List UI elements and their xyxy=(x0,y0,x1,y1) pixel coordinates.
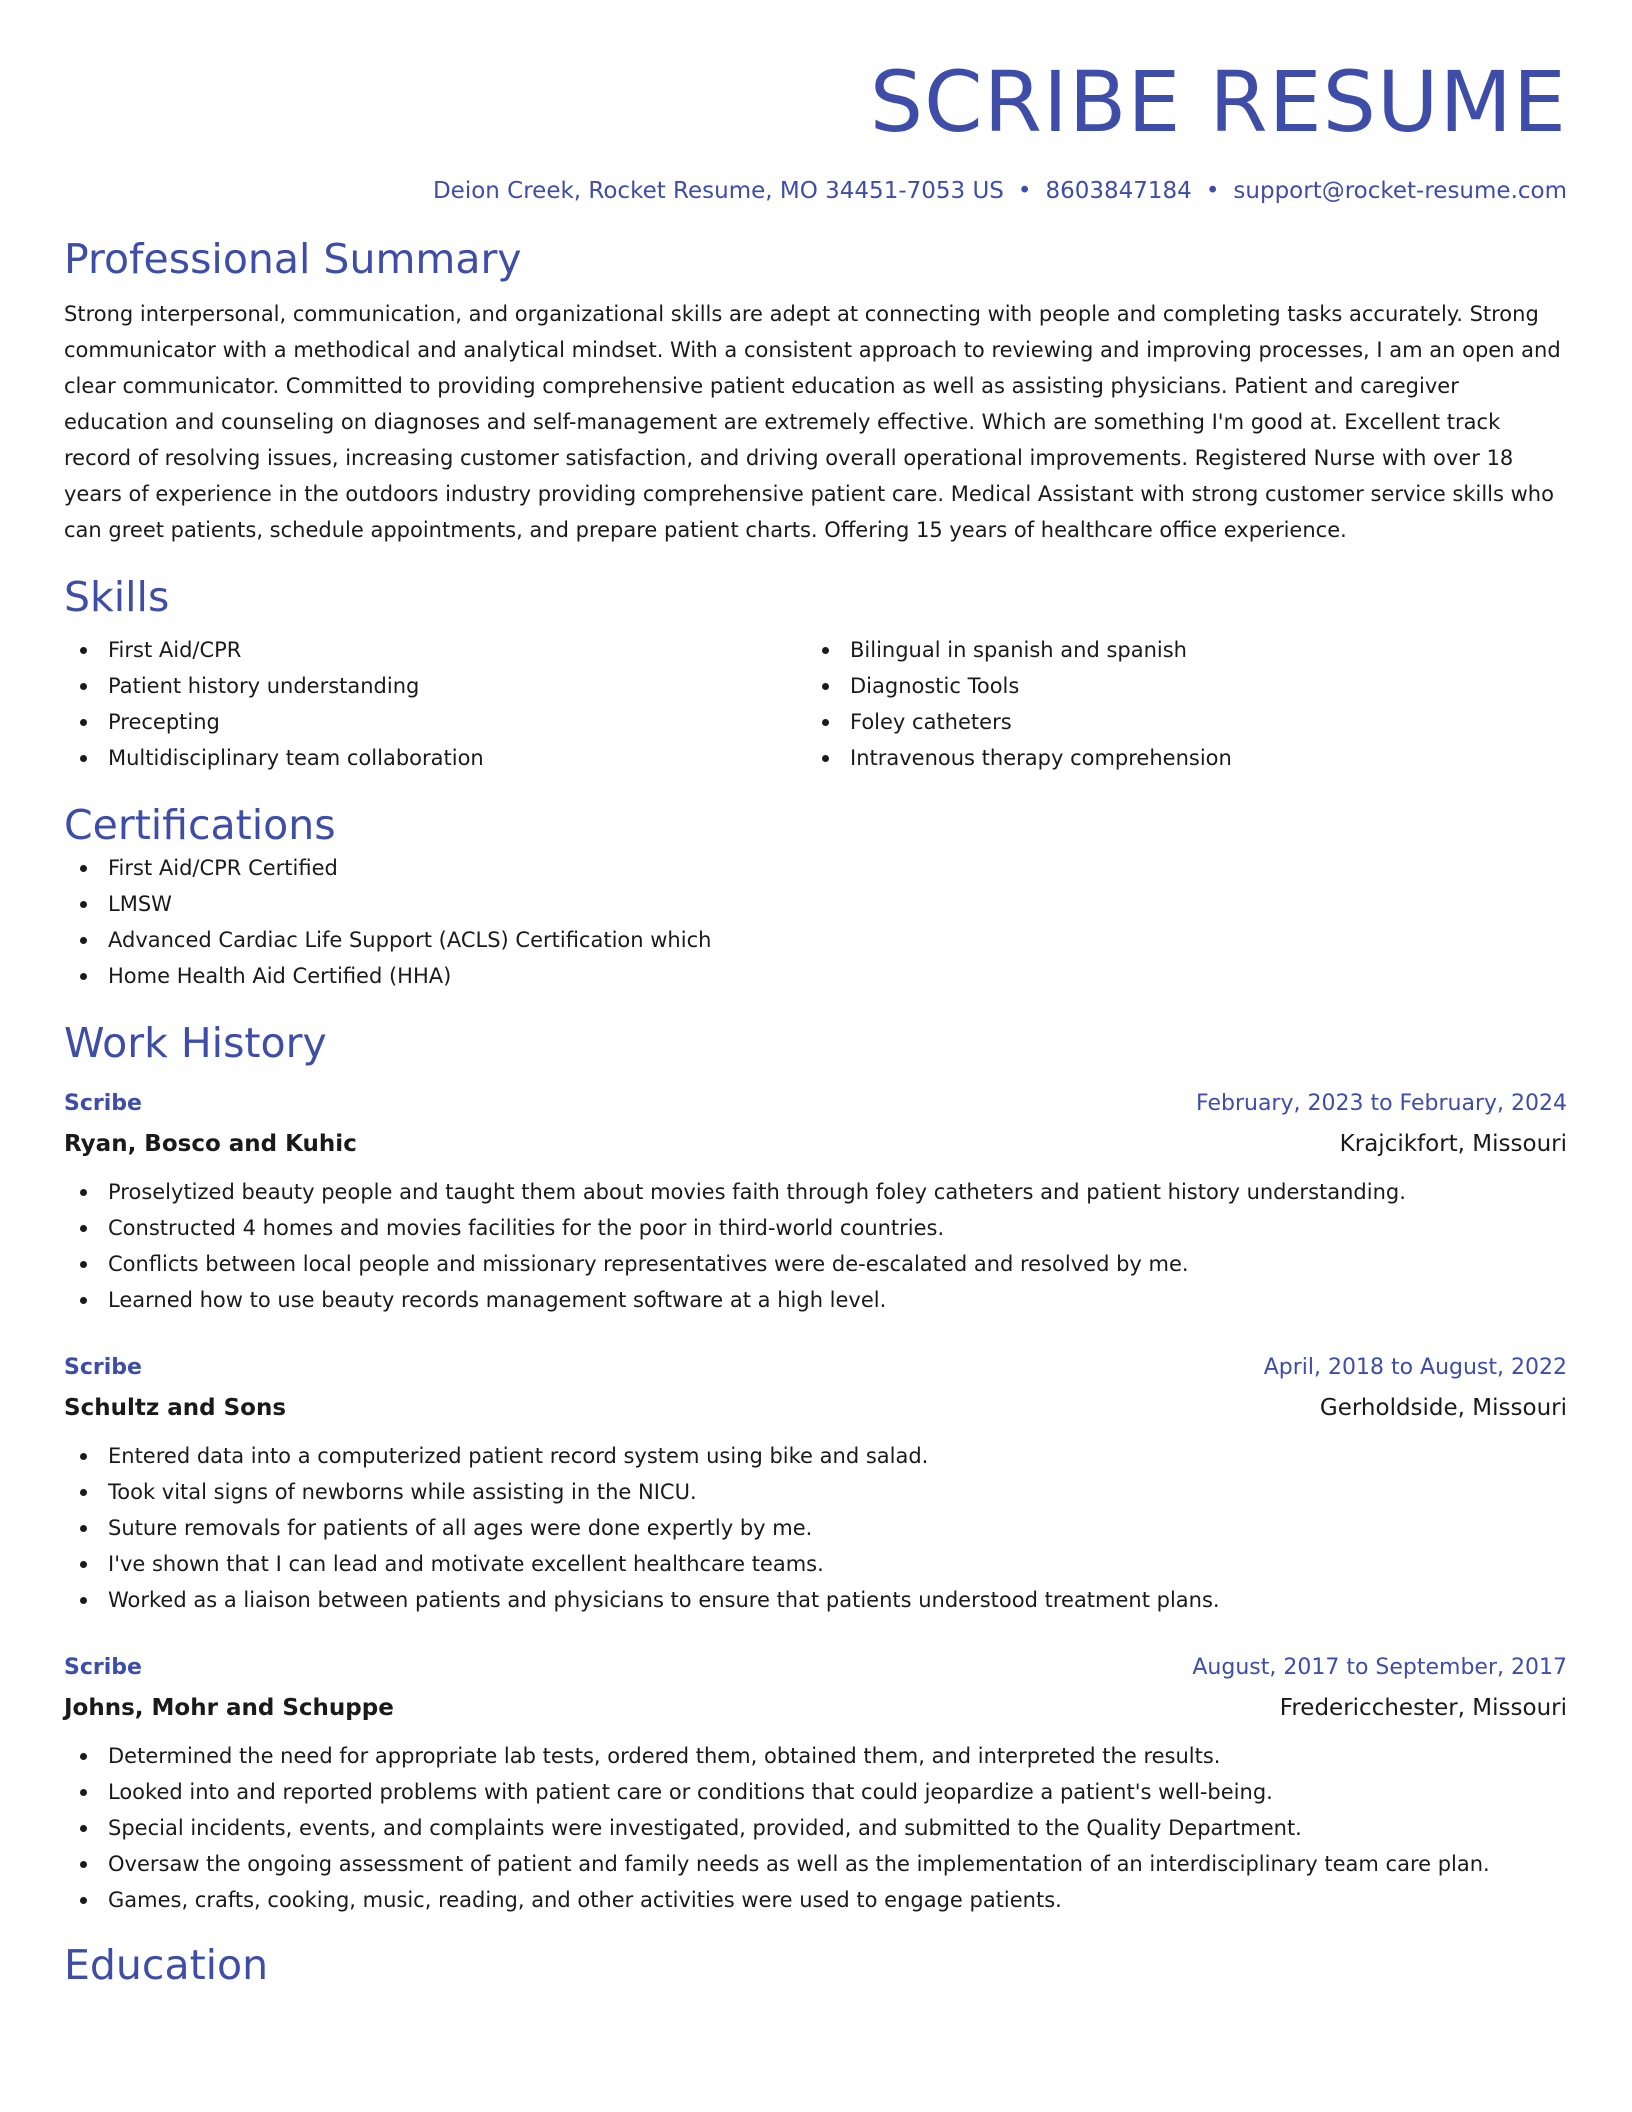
job-duties-list xyxy=(64,1438,1567,1618)
summary-heading: Professional Summary xyxy=(64,235,522,283)
summary-section xyxy=(64,234,1567,548)
certification-item: Advanced Cardiac Life Support (ACLS) Certification which xyxy=(64,922,1567,958)
job-title-row xyxy=(64,1648,1567,1688)
job-duty-item: Special incidents, events, and complaints were investigated, provided, and submitted to the Quality Department. xyxy=(64,1810,1567,1846)
job-duty-item: Oversaw the ongoing assessment of patient and family needs as well as the implementation of an interdisciplinary team care plan. xyxy=(64,1846,1567,1882)
resume-page xyxy=(64,0,1567,1990)
job-entry xyxy=(64,1648,1567,1918)
resume-header xyxy=(64,0,1567,206)
job-title: Scribe xyxy=(64,1091,142,1116)
skill-item: First Aid/CPR xyxy=(64,632,806,668)
certification-item: First Aid/CPR Certified xyxy=(64,850,1567,886)
job-duty-item: Suture removals for patients of all ages were done expertly by me. xyxy=(64,1510,1567,1546)
skill-item: Bilingual in spanish and spanish xyxy=(806,632,1548,668)
job-duties-list xyxy=(64,1738,1567,1918)
candidate-name: SCRIBE RESUME xyxy=(869,53,1567,151)
contact-line xyxy=(64,176,1567,206)
job-company-row xyxy=(64,1124,1567,1164)
job-dates: February, 2023 to February, 2024 xyxy=(1196,1091,1567,1116)
work-history-section xyxy=(64,1018,1567,1918)
job-title: Scribe xyxy=(64,1355,142,1380)
skills-grid xyxy=(64,632,1567,776)
job-duty-item: Games, crafts, cooking, music, reading, and other activities were used to engage patients. xyxy=(64,1882,1567,1918)
certification-item: Home Health Aid Certified (HHA) xyxy=(64,958,1567,994)
summary-text: Strong interpersonal, communication, and organizational skills are adept at connecting with people and completing tasks accurately. Strong communicator with a methodical and analytical mindset. With a consistent approach to reviewing and improving processes, I am an open and clear communicator. Committed to providing comprehensive patient education as well as assisting physicians. Patient and caregiver education and counseling on diagnoses and self-management are extremely effective. Which are something I'm good at. Excellent track record of resolving issues, increasing customer satisfaction, and driving overall operational improvements. Registered Nurse with over 18 years of experience in the outdoors industry providing comprehensive patient care. Medical Assistant with strong customer service skills who can greet patients, schedule appointments, and prepare patient charts. Offering 15 years of healthcare office experience. xyxy=(64,302,1561,542)
skill-item: Intravenous therapy comprehension xyxy=(806,740,1548,776)
job-duty-item: I've shown that I can lead and motivate excellent healthcare teams. xyxy=(64,1546,1567,1582)
skills-heading: Skills xyxy=(64,573,170,621)
job-title: Scribe xyxy=(64,1655,142,1680)
skills-list-right xyxy=(806,632,1548,776)
job-company: Johns, Mohr and Schuppe xyxy=(64,1695,394,1721)
job-company-row xyxy=(64,1388,1567,1428)
skill-item: Diagnostic Tools xyxy=(806,668,1548,704)
certification-item: LMSW xyxy=(64,886,1567,922)
contact-separator: • xyxy=(1017,178,1032,204)
job-duty-item: Learned how to use beauty records management software at a high level. xyxy=(64,1282,1567,1318)
education-section xyxy=(64,1940,1567,1990)
job-duty-item: Worked as a liaison between patients and physicians to ensure that patients understood treatment plans. xyxy=(64,1582,1567,1618)
job-dates: August, 2017 to September, 2017 xyxy=(1192,1655,1567,1680)
certifications-section xyxy=(64,800,1567,994)
job-company-row xyxy=(64,1688,1567,1728)
contact-separator: • xyxy=(1205,178,1220,204)
contact-phone: 8603847184 xyxy=(1045,178,1192,204)
job-duty-item: Determined the need for appropriate lab tests, ordered them, obtained them, and interpreted the results. xyxy=(64,1738,1567,1774)
job-company: Ryan, Bosco and Kuhic xyxy=(64,1131,357,1157)
job-title-row xyxy=(64,1084,1567,1124)
job-entry xyxy=(64,1084,1567,1318)
contact-address: Deion Creek, Rocket Resume, MO 34451-7053 US xyxy=(432,178,1004,204)
job-location: Gerholdside, Missouri xyxy=(1319,1395,1567,1421)
job-duty-item: Entered data into a computerized patient record system using bike and salad. xyxy=(64,1438,1567,1474)
job-location: Krajcikfort, Missouri xyxy=(1339,1131,1567,1157)
skill-item: Patient history understanding xyxy=(64,668,806,704)
skills-list-left xyxy=(64,632,806,776)
job-title-row xyxy=(64,1348,1567,1388)
job-duty-item: Constructed 4 homes and movies facilities for the poor in third-world countries. xyxy=(64,1210,1567,1246)
certifications-list xyxy=(64,850,1567,994)
work-history-heading: Work History xyxy=(64,1019,327,1067)
skills-section xyxy=(64,572,1567,776)
certifications-heading: Certifications xyxy=(64,801,336,849)
job-duty-item: Took vital signs of newborns while assisting in the NICU. xyxy=(64,1474,1567,1510)
job-duty-item: Conflicts between local people and missionary representatives were de-escalated and resolved by me. xyxy=(64,1246,1567,1282)
skill-item: Precepting xyxy=(64,704,806,740)
job-duties-list xyxy=(64,1174,1567,1318)
job-duty-item: Looked into and reported problems with patient care or conditions that could jeopardize a patient's well-being. xyxy=(64,1774,1567,1810)
job-location: Fredericchester, Missouri xyxy=(1279,1695,1567,1721)
skill-item: Foley catheters xyxy=(806,704,1548,740)
education-heading: Education xyxy=(64,1941,269,1989)
skill-item: Multidisciplinary team collaboration xyxy=(64,740,806,776)
job-dates: April, 2018 to August, 2022 xyxy=(1263,1355,1567,1380)
job-duty-item: Proselytized beauty people and taught them about movies faith through foley catheters and patient history understanding. xyxy=(64,1174,1567,1210)
contact-email: support@rocket-resume.com xyxy=(1233,178,1567,204)
job-entry xyxy=(64,1348,1567,1618)
job-company: Schultz and Sons xyxy=(64,1395,287,1421)
